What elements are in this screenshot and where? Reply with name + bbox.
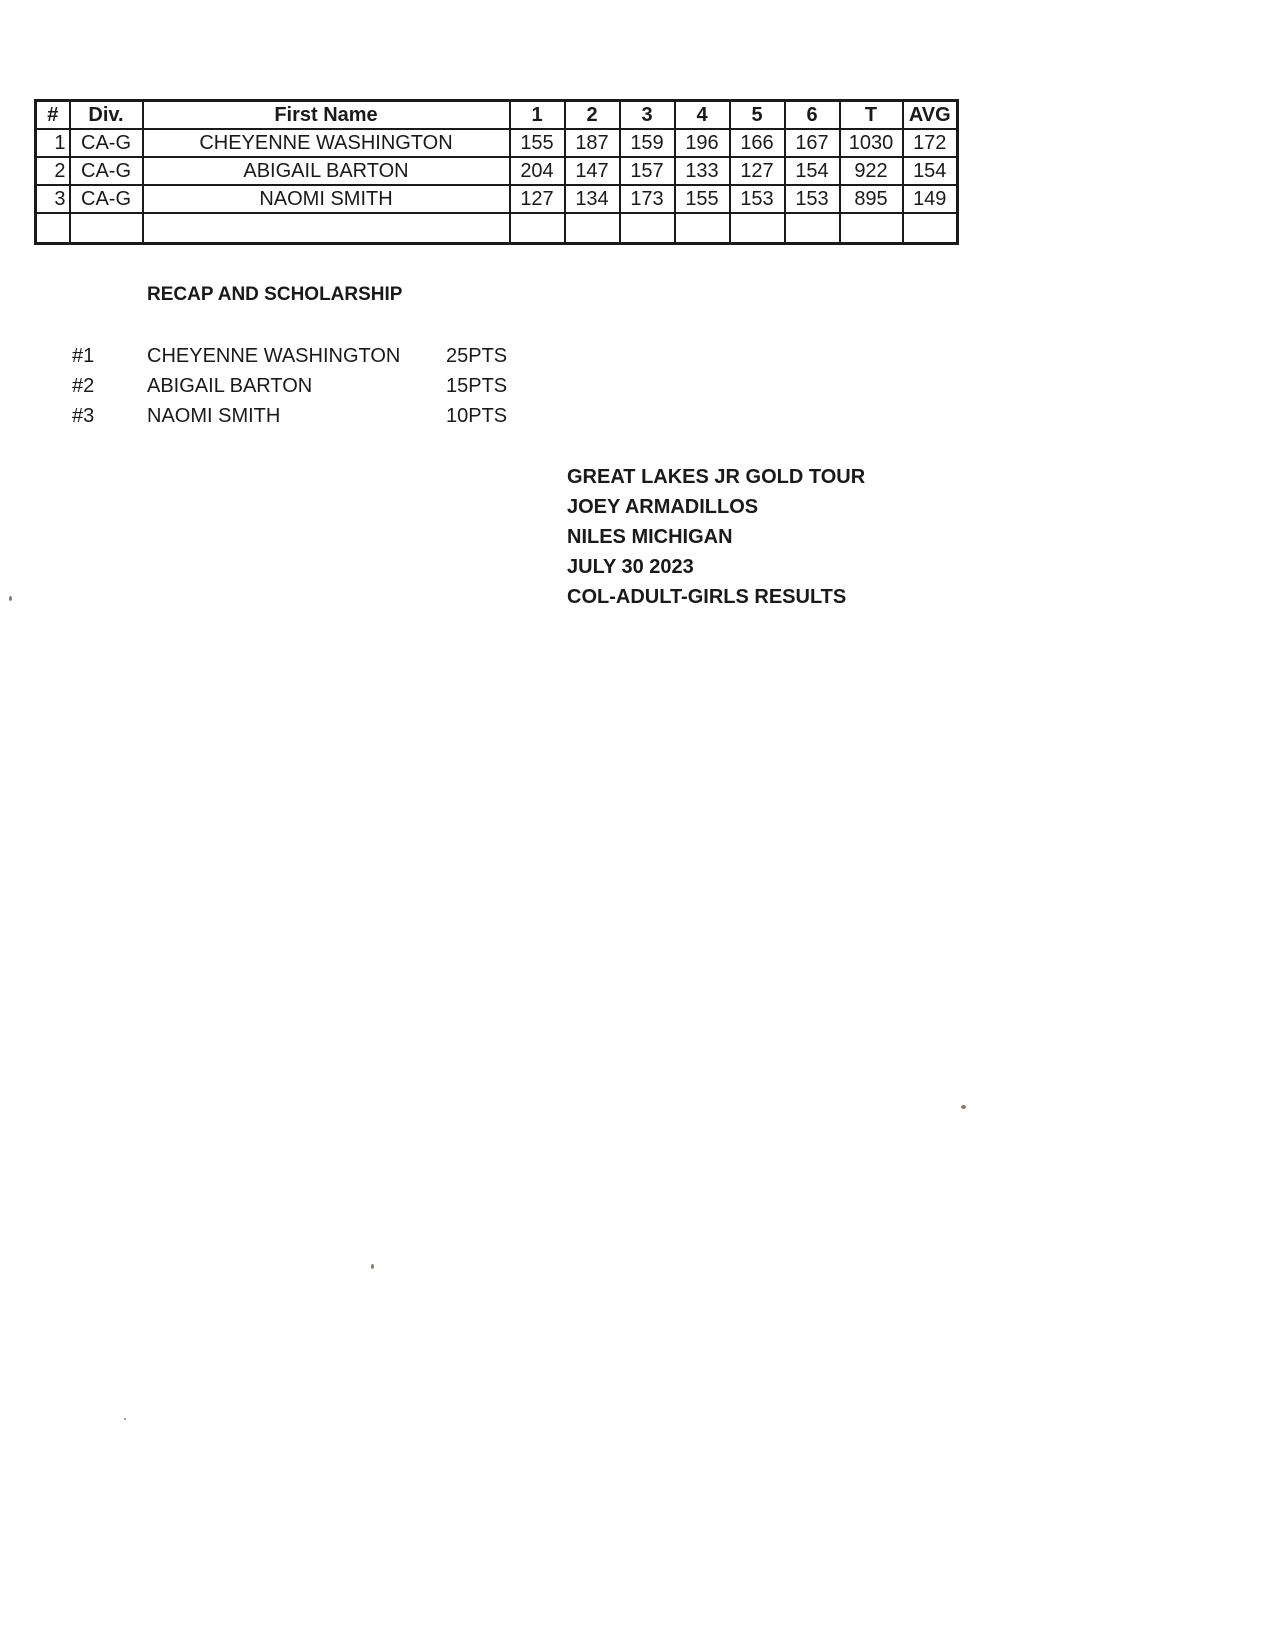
game-cell: 159 [620, 129, 675, 157]
game-cell: 154 [785, 157, 840, 185]
name-cell: ABIGAIL BARTON [143, 157, 510, 185]
recap-name: CHEYENNE WASHINGTON [147, 345, 401, 367]
list-item [72, 401, 532, 431]
empty-cell [785, 213, 840, 244]
empty-cell [510, 213, 565, 244]
empty-cell [620, 213, 675, 244]
header-game-4: 4 [675, 101, 730, 130]
empty-cell [36, 213, 70, 244]
event-date: JULY 30 2023 [567, 556, 694, 578]
name-cell: NAOMI SMITH [143, 185, 510, 213]
game-cell: 204 [510, 157, 565, 185]
table-header-row [36, 101, 958, 130]
game-cell: 187 [565, 129, 620, 157]
results-table [34, 99, 959, 245]
empty-cell [565, 213, 620, 244]
header-rank: # [36, 101, 70, 130]
game-cell: 147 [565, 157, 620, 185]
game-cell: 127 [730, 157, 785, 185]
total-cell: 1030 [840, 129, 903, 157]
average-cell: 149 [903, 185, 958, 213]
header-first-name: First Name [143, 101, 510, 130]
empty-cell [903, 213, 958, 244]
game-cell: 155 [675, 185, 730, 213]
table-row [36, 129, 958, 157]
table-row [36, 157, 958, 185]
recap-name: ABIGAIL BARTON [147, 375, 313, 397]
header-game-5: 5 [730, 101, 785, 130]
average-cell: 172 [903, 129, 958, 157]
total-cell: 922 [840, 157, 903, 185]
game-cell: 153 [785, 185, 840, 213]
header-total: T [840, 101, 903, 130]
game-cell: 133 [675, 157, 730, 185]
empty-cell [840, 213, 903, 244]
recap-name: NAOMI SMITH [147, 405, 281, 427]
empty-cell [70, 213, 143, 244]
game-cell: 173 [620, 185, 675, 213]
recap-title: RECAP AND SCHOLARSHIP [147, 284, 403, 305]
division-cell: CA-G [70, 129, 143, 157]
header-game-1: 1 [510, 101, 565, 130]
header-division: Div. [70, 101, 143, 130]
recap-points: 25PTS [446, 345, 508, 367]
division-cell: CA-G [70, 185, 143, 213]
empty-cell [675, 213, 730, 244]
header-average: AVG [903, 101, 958, 130]
table-row [36, 185, 958, 213]
list-item [72, 371, 532, 401]
rank-cell: 3 [36, 185, 70, 213]
event-tour: GREAT LAKES JR GOLD TOUR [567, 466, 866, 488]
game-cell: 166 [730, 129, 785, 157]
empty-table-row [36, 213, 958, 244]
game-cell: 155 [510, 129, 565, 157]
game-cell: 167 [785, 129, 840, 157]
recap-place: #1 [72, 345, 95, 367]
game-cell: 153 [730, 185, 785, 213]
division-cell: CA-G [70, 157, 143, 185]
scan-speck [961, 1105, 966, 1109]
recap-place: #3 [72, 405, 95, 427]
empty-cell [143, 213, 510, 244]
game-cell: 196 [675, 129, 730, 157]
recap-points: 10PTS [446, 405, 508, 427]
average-cell: 154 [903, 157, 958, 185]
game-cell: 127 [510, 185, 565, 213]
event-info [567, 462, 865, 612]
header-game-2: 2 [565, 101, 620, 130]
list-item [72, 341, 532, 371]
scan-speck [9, 596, 12, 601]
name-cell: CHEYENNE WASHINGTON [143, 129, 510, 157]
empty-cell [730, 213, 785, 244]
event-division-results: COL-ADULT-GIRLS RESULTS [567, 586, 847, 608]
event-venue: JOEY ARMADILLOS [567, 496, 759, 518]
recap-list [72, 341, 532, 431]
rank-cell: 2 [36, 157, 70, 185]
game-cell: 134 [565, 185, 620, 213]
game-cell: 157 [620, 157, 675, 185]
recap-place: #2 [72, 375, 95, 397]
recap-points: 15PTS [446, 375, 508, 397]
rank-cell: 1 [36, 129, 70, 157]
scan-speck [371, 1264, 374, 1269]
header-game-3: 3 [620, 101, 675, 130]
event-location: NILES MICHIGAN [567, 526, 733, 548]
total-cell: 895 [840, 185, 903, 213]
header-game-6: 6 [785, 101, 840, 130]
scan-speck [124, 1418, 126, 1420]
